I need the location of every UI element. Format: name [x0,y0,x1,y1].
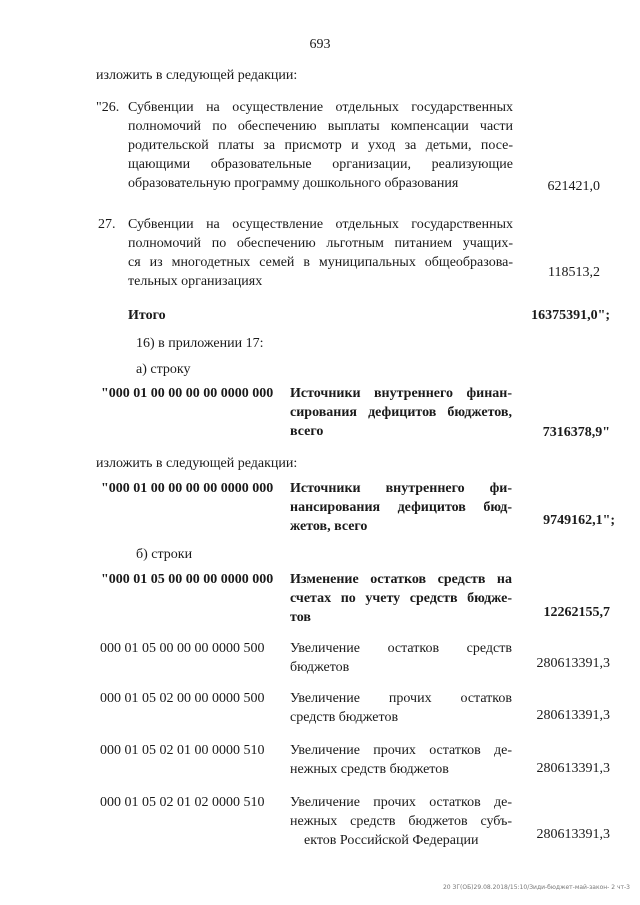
row2-amount: 9749162,1"; [543,513,615,528]
row-code: 000 01 05 02 01 02 0000 510 [100,795,265,810]
item-26-amount: 621421,0 [547,179,600,194]
row-amount: 280613391,3 [536,708,610,723]
page-number: 693 [309,37,331,52]
row3-line: счетах по учету средств бюдже- [290,591,512,606]
row-line: средств бюджетов [290,710,399,725]
row-code: 000 01 05 02 00 00 0000 500 [100,691,265,706]
total-amount: 16375391,0"; [531,308,610,323]
row3-amount: 12262155,7 [543,605,610,620]
row-line: Увеличение остатков средств [290,641,512,656]
row-line: Увеличение прочих остатков де- [290,743,512,758]
row2-code: "000 01 00 00 00 00 0000 000 [101,481,274,496]
row-code: 000 01 05 02 01 00 0000 510 [100,743,265,758]
row1-line: сирования дефицитов бюджетов, [290,405,512,420]
item-27-line: тельных организациях [128,274,263,289]
item-27-line: ся из многодетных семей в муниципальных общеобразова- [128,255,513,270]
item-26-number: "26. [96,100,120,115]
row1-amount: 7316378,9" [542,425,610,440]
row1-line: Источники внутреннего финан- [290,386,512,401]
row1-line: всего [290,424,324,439]
row-amount: 280613391,3 [536,761,610,776]
item-26-line: образовательную программу дошкольного образования [128,176,459,191]
row2-line: нансирования дефицитов бюд- [290,500,512,515]
row-code: 000 01 05 00 00 00 0000 500 [100,641,265,656]
row3-line: тов [290,610,311,625]
row-line: Увеличение прочих остатков [290,691,512,706]
item-26-line: щающими образовательные организации, реализующие [128,157,513,172]
item-26-line: родительской платы за присмотр и уход за детьми, посе- [128,138,513,153]
item-26-line: Субвенции на осуществление отдельных государственных [128,100,513,115]
row3-code: "000 01 05 00 00 00 0000 000 [101,572,274,587]
intro-text-2: изложить в следующей редакции: [96,456,298,471]
appendix-heading: 16) в приложении 17: [136,336,264,351]
item-26-line: полномочий по обеспечению выплаты компенсации части [128,119,513,134]
row-amount: 280613391,3 [536,827,610,842]
row-line: бюджетов [290,660,350,675]
total-label: Итого [128,308,166,323]
row2-line: Источники внутреннего фи- [290,481,512,496]
subsection-a: а) строку [136,362,191,377]
item-27-line: полномочий по обеспечению льготным питанием учащих- [128,236,513,251]
row1-code: "000 01 00 00 00 00 0000 000 [101,386,274,401]
footer-stamp: 20 ЗГ(ОБ)29.08.2018/15:10/Зиди-бюджет-май-закон- 2 чт-3 [442,884,630,891]
subsection-b: б) строки [136,547,193,562]
row-line: нежных средств бюджетов субъ- [290,814,512,829]
item-27-number: 27. [98,217,116,232]
row3-line: Изменение остатков средств на [290,572,512,587]
row-line: ектов Российской Федерации [304,833,479,848]
row-line: нежных средств бюджетов [290,762,449,777]
row-line: Увеличение прочих остатков де- [290,795,512,810]
item-27-amount: 118513,2 [548,265,600,280]
row2-line: жетов, всего [290,519,368,534]
intro-text: изложить в следующей редакции: [96,68,298,83]
row-amount: 280613391,3 [536,656,610,671]
item-27-line: Субвенции на осуществление отдельных государственных [128,217,513,232]
